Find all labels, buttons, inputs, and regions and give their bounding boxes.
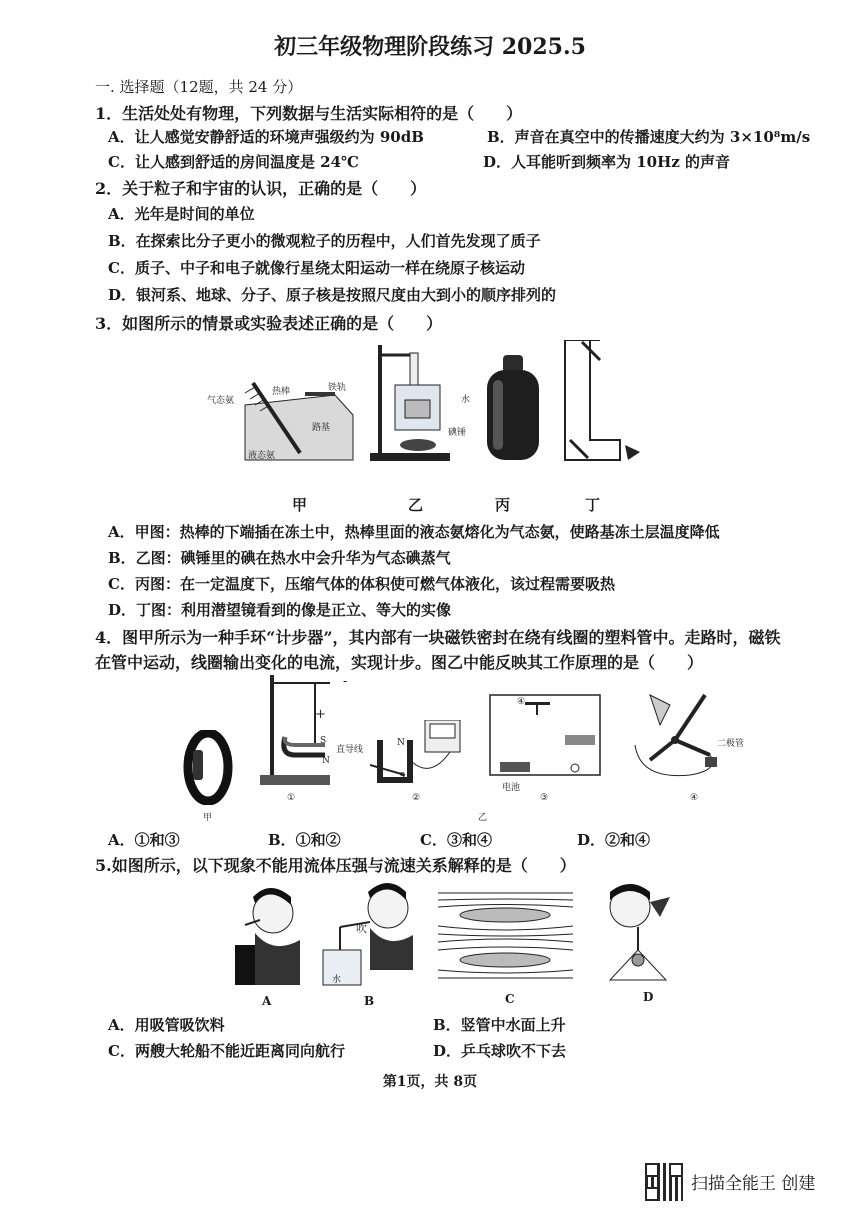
q3-label-water: 水 bbox=[461, 395, 471, 405]
q5-label-water: 水 bbox=[332, 975, 342, 985]
q4-option-c: C．③和④ bbox=[420, 831, 492, 849]
q4-label-battery: 电池 bbox=[502, 783, 521, 793]
q3-label-gas: 气态氨 bbox=[207, 396, 235, 406]
q4-figure-2 bbox=[370, 720, 470, 790]
q3-label-liquid: 液态氨 bbox=[248, 451, 276, 461]
q4-figure-1 bbox=[255, 675, 355, 790]
q1-stem: 1．生活处处有物理，下列数据与生活实际相符的是（ ） bbox=[95, 104, 523, 123]
q4-label-1: ① bbox=[287, 793, 296, 803]
q5-caption-c: C bbox=[505, 992, 515, 1006]
q4-label-plus: + bbox=[315, 707, 326, 722]
q3-caption-yi: 乙 bbox=[408, 496, 424, 514]
q4-option-a: A．①和③ bbox=[108, 831, 180, 849]
page-footer: 第1页，共 8页 bbox=[382, 1074, 478, 1090]
q4-figure-wristband bbox=[183, 730, 233, 805]
q5-option-c: C．两艘大轮船不能近距离同向航行 bbox=[108, 1042, 345, 1060]
q2-option-d: D．银河系、地球、分子、原子核是按照尺度由大到小的顺序排列的 bbox=[108, 286, 557, 304]
q2-option-c: C．质子、中子和电子就像行星绕太阳运动一样在绕原子核运动 bbox=[108, 259, 525, 277]
q4-label-4: ④ bbox=[690, 793, 699, 803]
q4-label-n2: N bbox=[397, 738, 405, 748]
q4-label-n1: N bbox=[322, 756, 330, 766]
q3-stem: 3．如图所示的情景或实验表述正确的是（ ） bbox=[95, 314, 443, 333]
q3-figure-bing bbox=[483, 355, 543, 465]
q3-option-a: A．甲图：热棒的下端插在冻土中，热棒里面的液态氨熔化为气态氨，使路基冻土层温度降低 bbox=[108, 523, 720, 541]
q5-stem: 5.如图所示，以下现象不能用流体压强与流速关系解释的是（ ） bbox=[95, 856, 576, 875]
q3-caption-ding: 丁 bbox=[585, 496, 601, 514]
q3-figure-yi bbox=[370, 345, 470, 465]
q3-caption-jia: 甲 bbox=[292, 496, 308, 514]
q5-figure-d bbox=[600, 882, 680, 982]
q3-label-rod: 热棒 bbox=[272, 387, 291, 397]
q3-caption-bing: 丙 bbox=[495, 496, 511, 514]
q4-label-3: ③ bbox=[540, 793, 549, 803]
q4-label-wire: 直导线 bbox=[336, 745, 364, 755]
q3-label-iodine: 碘锤 bbox=[448, 428, 467, 438]
scanner-watermark bbox=[645, 1163, 845, 1203]
q5-option-d: D．乒乓球吹不下去 bbox=[433, 1042, 567, 1060]
q1-option-d: D．人耳能听到频率为 10Hz 的声音 bbox=[483, 153, 731, 171]
q4-option-d: D．②和④ bbox=[577, 831, 651, 849]
q4-label-s1: S bbox=[320, 736, 327, 746]
q5-caption-a: A bbox=[262, 994, 272, 1008]
q4-label-4-top: ④ bbox=[517, 697, 526, 707]
q2-option-a: A．光年是时间的单位 bbox=[108, 205, 255, 223]
q5-caption-d: D bbox=[643, 990, 654, 1004]
q4-label-minus: - bbox=[343, 674, 348, 689]
q2-option-b: B．在探索比分子更小的微观粒子的历程中，人们首先发现了质子 bbox=[108, 232, 541, 250]
qr-code-icon bbox=[645, 1163, 683, 1201]
q4-figure-4 bbox=[630, 685, 750, 785]
q2-stem: 2．关于粒子和宇宙的认识，正确的是（ ） bbox=[95, 179, 427, 198]
q3-label-road: 路基 bbox=[312, 423, 331, 433]
section-heading: 一. 选择题（12题，共 24 分） bbox=[95, 78, 303, 96]
q4-label-2: ② bbox=[412, 793, 421, 803]
watermark-text: 扫描全能王 创建 bbox=[691, 1174, 816, 1194]
q4-stem-line2: 在管中运动，线圈输出变化的电流，实现计步。图乙中能反映其工作原理的是（ ） bbox=[95, 653, 704, 672]
q1-option-c: C．让人感到舒适的房间温度是 24℃ bbox=[108, 153, 360, 171]
q1-option-a: A．让人感觉安静舒适的环境声强级约为 90dB bbox=[108, 128, 424, 146]
q4-label-yi: 乙 bbox=[478, 813, 488, 823]
q4-label-jia: 甲 bbox=[203, 813, 213, 823]
q4-option-b: B．①和② bbox=[268, 831, 341, 849]
q3-label-rail: 铁轨 bbox=[328, 383, 347, 393]
q5-figure-a bbox=[225, 885, 305, 990]
q4-label-diode: 二极管 bbox=[717, 739, 745, 749]
q1-option-b: B．声音在真空中的传播速度大约为 3×10⁸m/s bbox=[487, 128, 811, 146]
q4-label-s2: S bbox=[399, 772, 406, 782]
page-title: 初三年级物理阶段练习 2025.5 bbox=[274, 34, 586, 60]
q5-label-blow: 吹 bbox=[356, 922, 367, 935]
q5-option-b: B．竖管中水面上升 bbox=[433, 1016, 566, 1034]
q4-figure-3 bbox=[485, 690, 605, 785]
q5-caption-b: B bbox=[364, 994, 375, 1008]
q5-option-a: A．用吸管吸饮料 bbox=[108, 1016, 225, 1034]
q3-option-c: C．丙图：在一定温度下，压缩气体的体积使可燃气体液化，该过程需要吸热 bbox=[108, 575, 615, 593]
q3-figure-ding bbox=[560, 340, 650, 465]
q3-option-d: D．丁图：利用潜望镜看到的像是正立、等大的实像 bbox=[108, 601, 452, 619]
q4-stem-line1: 4．图甲所示为一种手环“计步器”，其内部有一块磁铁密封在绕有线圈的塑料管中。走路时，磁铁 bbox=[95, 628, 781, 647]
q3-option-b: B．乙图：碘锤里的碘在热水中会升华为气态碘蒸气 bbox=[108, 549, 451, 567]
q5-figure-c bbox=[438, 890, 573, 985]
